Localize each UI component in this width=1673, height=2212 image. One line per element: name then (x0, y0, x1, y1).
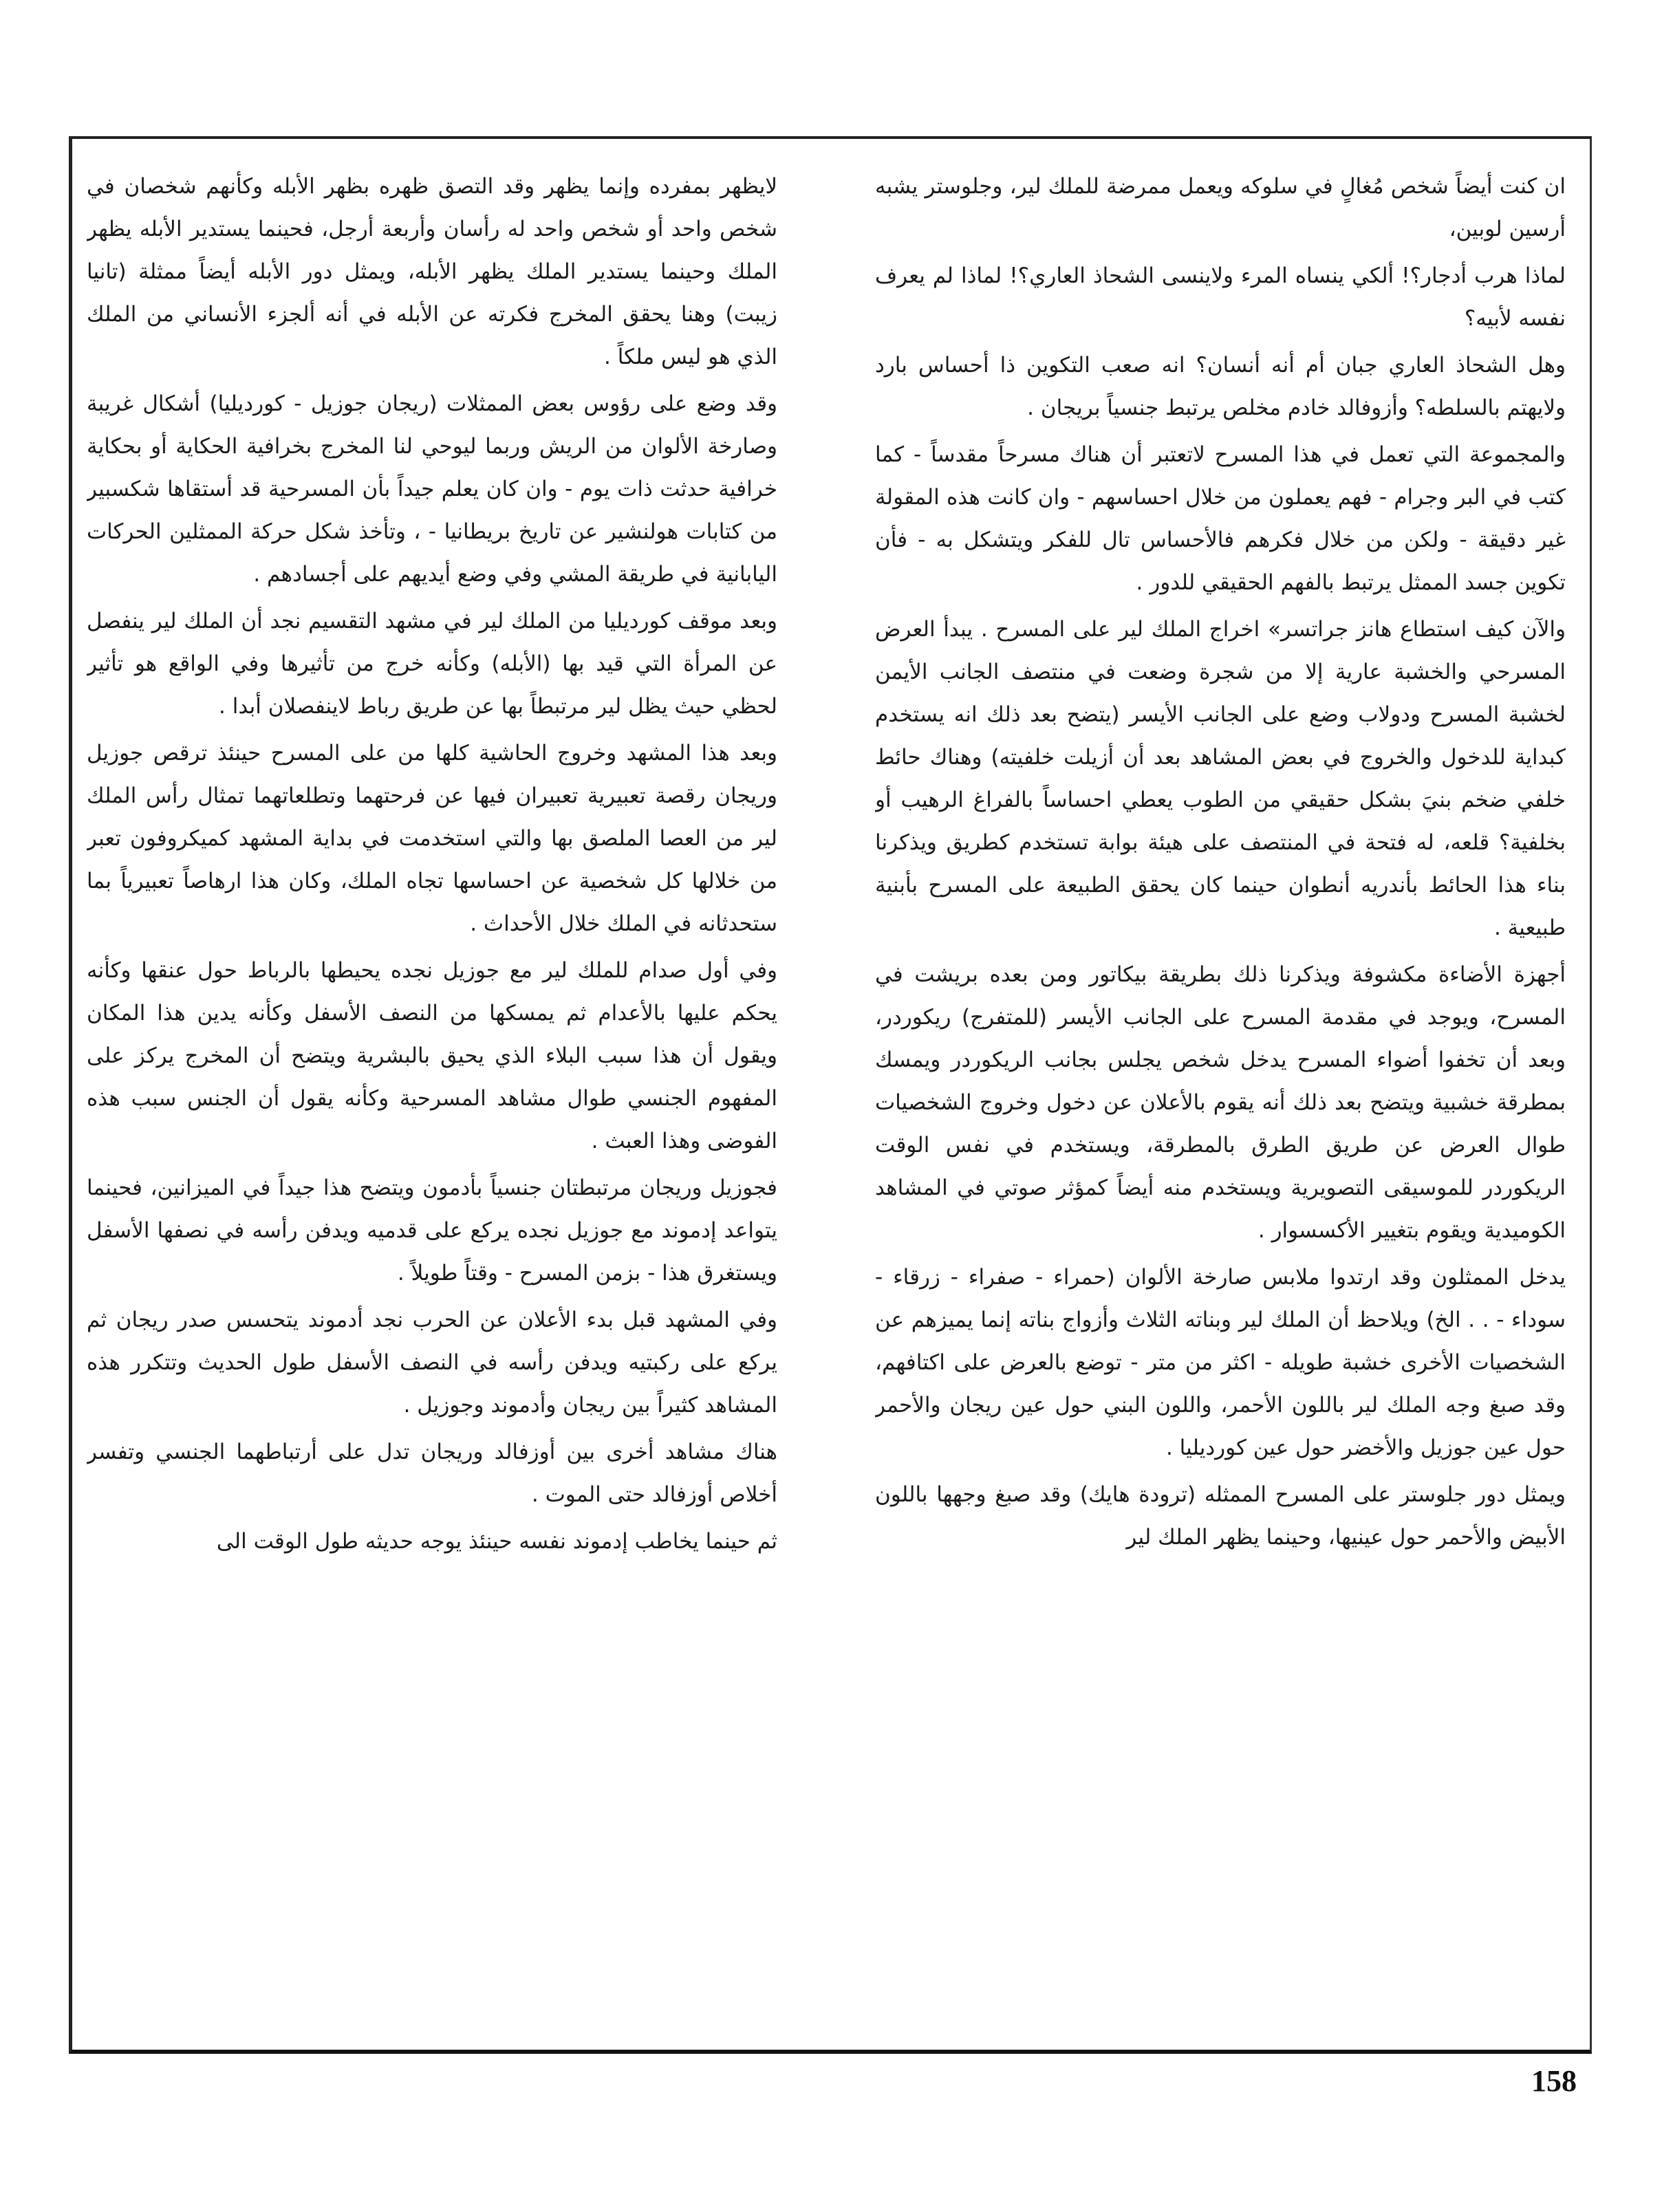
paragraph: لايظهر بمفرده وإنما يظهر وقد التصق ظهره بظهر الأبله وكأنهم شخصان في شخص واحد أو شخص واحد له رأسان وأربعة أرجل، فحينما يستدير الأبله يظهر الملك وحينما يستدير الملك يظهر الأبله، ويمثل دور الأبله أيضاً ممثلة (تانيا زيبت) وهنا يحقق المخرج فكرته عن الأبله في أنه ألجزء الأنساني من الملك الذي هو ليس ملكاً . (87, 174, 777, 369)
paragraph: وهل الشحاذ العاري جبان أم أنه أنسان؟ انه صعب التكوين ذا أحساس بارد ولايهتم بالسلطه؟ وأزوفالد خادم مخلص يرتبط جنسياً بريجان . (875, 353, 1566, 420)
paragraph: ثم حينما يخاطب إدموند نفسه حينئذ يوجه حديثه طول الوقت الى (216, 1529, 777, 1554)
paragraph: فجوزيل وريجان مرتبطتان جنسياً بأدمون ويتضح هذا جيداً في الميزانين، فحينما يتواعد إدموند مع جوزيل نجده يركع على قدميه ويدفن رأسه في نصفها الأسفل ويستغرق هذا - بزمن المسرح - وقتاً طويلاً . (87, 1175, 777, 1286)
left-column (87, 165, 777, 2036)
paragraph: هناك مشاهد أخرى بين أوزفالد وريجان تدل على أرتباطهما الجنسي وتفسر أخلاص أوزفالد حتى الموت . (87, 1440, 777, 1507)
paragraph: والمجموعة التي تعمل في هذا المسرح لاتعتبر أن هناك مسرحاً مقدساً - كما كتب في البر وجرام - فهم يعملون من خلال احساسهم - وان كانت هذه المقولة غير دقيقة - ولكن من خلال فكرهم فالأحساس تال للفكر ويتشكل به - فأن تكوين جسد الممثل يرتبط بالفهم الحقيقي للدور . (875, 442, 1566, 595)
paragraph: لماذا هرب أدجار؟! ألكي ينساه المرء ولاينسى الشحاذ العاري؟! لماذا لم يعرف نفسه لأبيه؟ (875, 263, 1566, 331)
paragraph: وبعد هذا المشهد وخروج الحاشية كلها من على المسرح حينئذ ترقص جوزيل وريجان رقصة تعبيرية تعبيران فيها عن فرحتهما وتطلعاتهما تمثال رأس الملك لير من العصا الملصق بها والتي استخدمت في بداية المشهد كميكروفون تعبر من خلالها كل شخصية عن احساسها تجاه الملك، وكان هذا ارهاصاً تعبيرياً بما ستحدثانه في الملك خلال الأحداث . (87, 741, 777, 936)
paragraph: وفي أول صدام للملك لير مع جوزيل نجده يحيطها بالرباط حول عنقها وكأنه يحكم عليها بالأعدام ثم يمسكها من النصف الأسفل وكأنه يدين هذا المكان ويقول أن هذا سبب البلاء الذي يحيق بالبشرية ويتضح أن المخرج يركز على المفهوم الجنسي طوال مشاهد المسرحية وكأنه يقول أن الجنس سبب هذه الفوضى وهذا العبث . (87, 958, 777, 1153)
paragraph: ويمثل دور جلوستر على المسرح الممثله (ترودة هايك) وقد صبغ وجهها باللون الأبيض والأحمر حول عينيها، وحينما يظهر الملك لير (875, 1482, 1566, 1550)
paragraph: يدخل الممثلون وقد ارتدوا ملابس صارخة الألوان (حمراء - صفراء - زرقاء - سوداء - . . الخ) ويلاحظ أن الملك لير وبناته الثلاث وأزواج بناته إنما يميزهم عن الشخصيات الأخرى خشبة طويله - اكثر من متر - توضع بالعرض على اكتافهم، وقد صبغ وجه الملك لير باللون الأحمر، واللون البني حول عين ريجان والأحمر حول عين جوزيل والأخضر حول عين كورديليا . (875, 1265, 1566, 1460)
paragraph: وقد وضع على رؤوس بعض الممثلات (ريجان جوزيل - كورديليا) أشكال غريبة وصارخة الألوان من الريش وربما ليوحي لنا المخرج بخرافية الحكاية أو بحكاية خرافية حدثت ذات يوم - وان كان يعلم جيداً بأن المسرحية قد أستقاها شكسبير من كتابات هولنشير عن تاريخ بريطانيا - ، وتأخذ شكل حركة الممثلين الحركات اليابانية في طريقة المشي وفي وضع أيديهم على أجسادهم . (87, 391, 777, 587)
paragraph: وبعد موقف كورديليا من الملك لير في مشهد التقسيم نجد أن الملك لير ينفصل عن المرأة التي قيد بها (الأبله) وكأنه خرج من تأثيرها وفي الواقع هو تأثير لحظي حيث يظل لير مرتبطاً بها عن طريق رباط لاينفصلان أبدا . (87, 609, 777, 719)
paragraph: والآن كيف استطاع هانز جراتسر» اخراج الملك لير على المسرح . يبدأ العرض المسرحي والخشبة عارية إلا من شجرة وضعت في منتصف الجانب الأيمن لخشبة المسرح ودولاب وضع على الجانب الأيسر (يتضح بعد ذلك انه يستخدم كبداية للدخول والخروج في بعض المشاهد بعد أن أزيلت خلفيته) وهناك حائط خلفي ضخم بنيَ بشكل حقيقي من الطوب يعطي احساساً بالفراغ الرهيب أو بخلفية؟ قلعه، له فتحة في المنتصف على هيئة بوابة تستخدم كطريق ويذكرنا بناء هذا الحائط بأندريه أنطوان حينما كان يحقق الطبيعة على المسرح بأبنية طبيعية . (875, 617, 1566, 940)
paragraph: ان كنت أيضاً شخص مُغالٍ في سلوكه ويعمل ممرضة للملك لير، وجلوستر يشبه أرسين لوبين، (875, 174, 1566, 241)
right-column (875, 165, 1566, 2036)
paragraph: أجهزة الأضاءة مكشوفة ويذكرنا ذلك بطريقة بيكاتور ومن بعده بريشت في المسرح، ويوجد في مقدمة المسرح على الجانب الأيسر (للمتفرج) ريكوردر، وبعد أن تخفوا أضواء المسرح يدخل شخص يجلس بجانب الريكوردر ويمسك بمطرقة خشبية ويتضح بعد ذلك أنه يقوم بالأعلان عن دخول وخروج الشخصيات طوال العرض عن طريق الطرق بالمطرقة، ويستخدم في نفس الوقت الريكوردر للموسيقى التصويرية ويستخدم منه أيضاً كمؤثر صوتي في المشاهد الكوميدية ويقوم بتغيير الأكسسوار . (875, 962, 1566, 1243)
paragraph: وفي المشهد قبل بدء الأعلان عن الحرب نجد أدموند يتحسس صدر ريجان ثم يركع على ركبتيه ويدفن رأسه في النصف الأسفل طول الحديث وتتكرر هذه المشاهد كثيراً بين ريجان وأدموند وجوزيل . (87, 1308, 777, 1418)
page-number: 158 (1531, 2064, 1577, 2098)
